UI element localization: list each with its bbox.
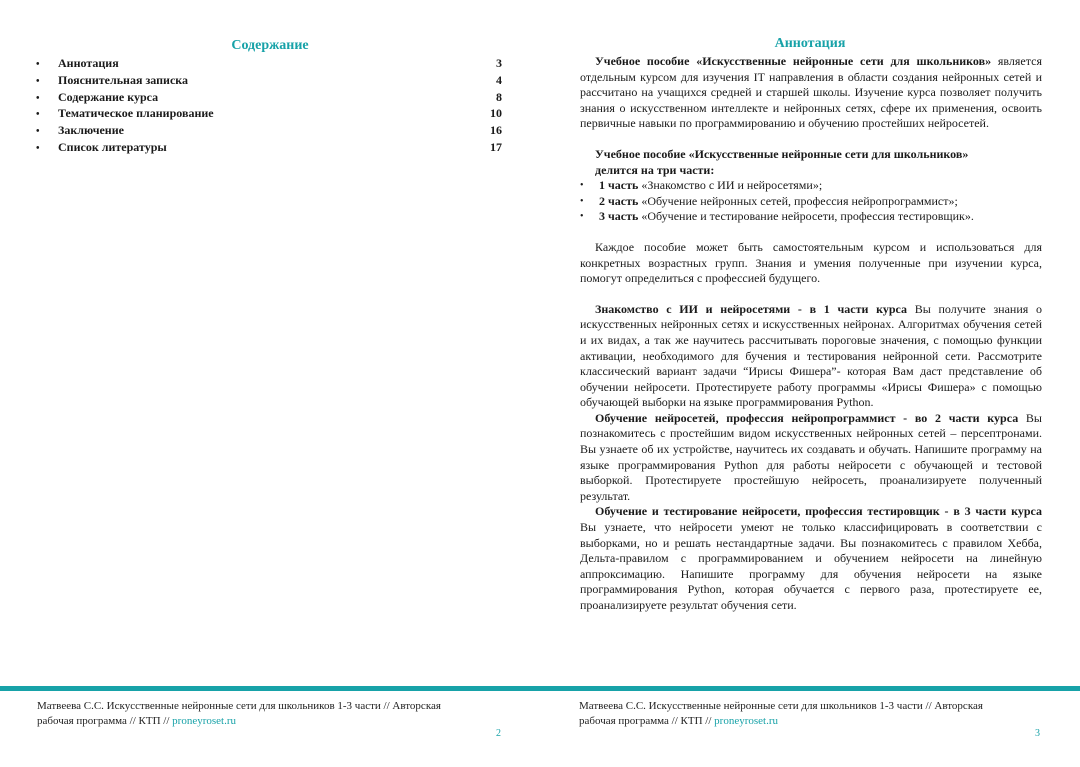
annotation-paragraph (580, 504, 1042, 613)
footer-line (37, 714, 507, 729)
toc-item[interactable] (36, 140, 502, 157)
bullet-icon: • (36, 75, 40, 87)
list-item (580, 209, 1042, 225)
toc-item[interactable] (36, 56, 502, 73)
annotation-paragraph: Каждое пособие может быть самостоятельным курсом и использоваться для конкретных возрастных групп. Знания и умения полученные при изучении курса, помогут определиться с профессией будущего. (580, 239, 1042, 286)
page-number: 2 (496, 728, 501, 739)
bullet-icon: • (580, 180, 584, 192)
part-title: «Обучение нейронных сетей, профессия нейропрограммист»; (638, 193, 958, 208)
footer-text: рабочая программа // КТП // (579, 714, 715, 727)
toc-item-page: 4 (496, 72, 502, 87)
toc-item-label: Заключение (58, 123, 124, 138)
toc-item-label: Список литературы (58, 139, 167, 154)
annotation-paragraph (580, 411, 1042, 505)
bullet-icon: • (36, 59, 40, 70)
toc-item[interactable] (36, 123, 502, 140)
list-item (580, 178, 1042, 194)
toc-item-page: 17 (490, 139, 502, 154)
toc-item-label: Тематическое планирование (58, 106, 214, 121)
annotation-heading: Аннотация (774, 36, 846, 51)
annotation-body (580, 54, 1042, 614)
toc-item[interactable] (36, 106, 502, 123)
toc-list (36, 56, 502, 157)
paragraph-text: Вы познакомитесь с простейшим видом искусственных нейронных сетей – персептронами. Вы узнаете об их устройстве, научитесь их создавать и обучать. Напишите программу на языке программирования Python для работы нейросети с обучающей и тестовой выборкой. Протестируете простейшую нейросеть, проанализируете полученный результат. (580, 410, 1042, 503)
footer-right (579, 699, 1049, 728)
parts-list (580, 178, 1042, 225)
toc-item-page: 10 (490, 106, 502, 121)
bullet-icon: • (36, 109, 40, 121)
part-label: 3 часть (599, 209, 639, 224)
footer-text: рабочая программа // КТП // (37, 714, 173, 727)
parts-intro-line: делится на три части: (595, 162, 715, 177)
toc-item[interactable] (36, 90, 502, 107)
spacer (580, 225, 1042, 240)
site-link[interactable]: proneyroset.ru (714, 714, 778, 727)
bullet-icon: • (36, 142, 40, 154)
toc-item-label: Пояснительная записка (58, 72, 189, 87)
bullet-icon: • (580, 195, 584, 207)
part-title: «Обучение и тестирование нейросети, профессия тестировщик». (638, 209, 974, 224)
paragraph-text: Вы получите знания о искусственных нейронных сетях и искусственных нейронах. Алгоритмах обучения сетей и их видах, а так же научитесь рассчитывать пороговые значения, с помощью функции активации, необходимого для бучения и тестирования нейронной сети. Рассмотрите классический вариант задачи “Ирисы Фишера”- которая Вам даст представление об обучении нейросети. Протестируете работу программы «Ирисы Фишера» с помощью обучающей выборки на языке программирования Python. (580, 301, 1042, 410)
paragraph-text: Вы узнаете, что нейросети умеют не только классифицировать в соответствии с выборками, но и решать нестандартные задачи. Вы познакомитесь с правилом Хебба, Дельта-правилом с программированием и обучением нейросети на линейную аппроксимацию. Напишите программу для обучения нейросети на языке программирования Python, которая обучается с первого раза, протестируете ее, проанализируете результат обучения сети. (580, 520, 1042, 612)
bullet-icon: • (36, 92, 40, 104)
toc-item-page: 8 (496, 89, 502, 104)
toc-item-label: Содержание курса (58, 89, 159, 104)
footer-line: Матвеева С.С. Искусственные нейронные сети для школьников 1-3 части // Авторская (579, 700, 983, 712)
spacer (580, 287, 1042, 302)
toc-item[interactable] (36, 73, 502, 90)
right-page (540, 0, 1080, 767)
paragraph-lead: Обучение нейросетей, профессия нейропрограммист - во 2 части курса (595, 410, 1019, 425)
footer-line (579, 714, 1049, 729)
paragraph-lead: Обучение и тестирование нейросети, профессия тестировщик - в 3 части курса (595, 504, 1042, 519)
paragraph-lead: Знакомство с ИИ и нейросетями - в 1 части курса (595, 301, 907, 316)
bullet-icon: • (580, 211, 584, 223)
toc-heading: Содержание (231, 38, 309, 53)
toc-item-page: 16 (490, 123, 502, 138)
part-title: «Знакомство с ИИ и нейросетями»; (638, 178, 823, 193)
site-link[interactable]: proneyroset.ru (172, 714, 236, 727)
part-label: 1 часть (599, 178, 639, 193)
part-label: 2 часть (599, 193, 639, 208)
annotation-paragraph (580, 54, 1042, 132)
toc-item-label: Аннотация (58, 56, 119, 70)
spacer (580, 132, 1042, 147)
paragraph-text: является отдельным курсом для изучения IT направления в области создания нейронных сетей и рассчитано на учащихся средней и старшей школы. Изучение курса позволяет получить знания о искусственном интеллекте и нейронных сетях, сфере их применения, освоить первичные навыки по программированию и обучению простейших нейросетей. (580, 54, 1042, 131)
toc-item-page: 3 (496, 56, 502, 70)
paragraph-lead: Учебное пособие «Искусственные нейронные сети для школьников» (595, 54, 992, 68)
page-number: 3 (1035, 728, 1040, 739)
parts-intro-line: Учебное пособие «Искусственные нейронные сети для школьников» (595, 146, 969, 161)
list-item (580, 194, 1042, 210)
footer-divider (0, 686, 1080, 691)
footer-line: Матвеева С.С. Искусственные нейронные сети для школьников 1-3 части // Авторская (37, 700, 441, 712)
bullet-icon: • (36, 126, 40, 138)
parts-intro (580, 147, 1042, 178)
annotation-paragraph (580, 302, 1042, 411)
footer-left (37, 699, 507, 728)
